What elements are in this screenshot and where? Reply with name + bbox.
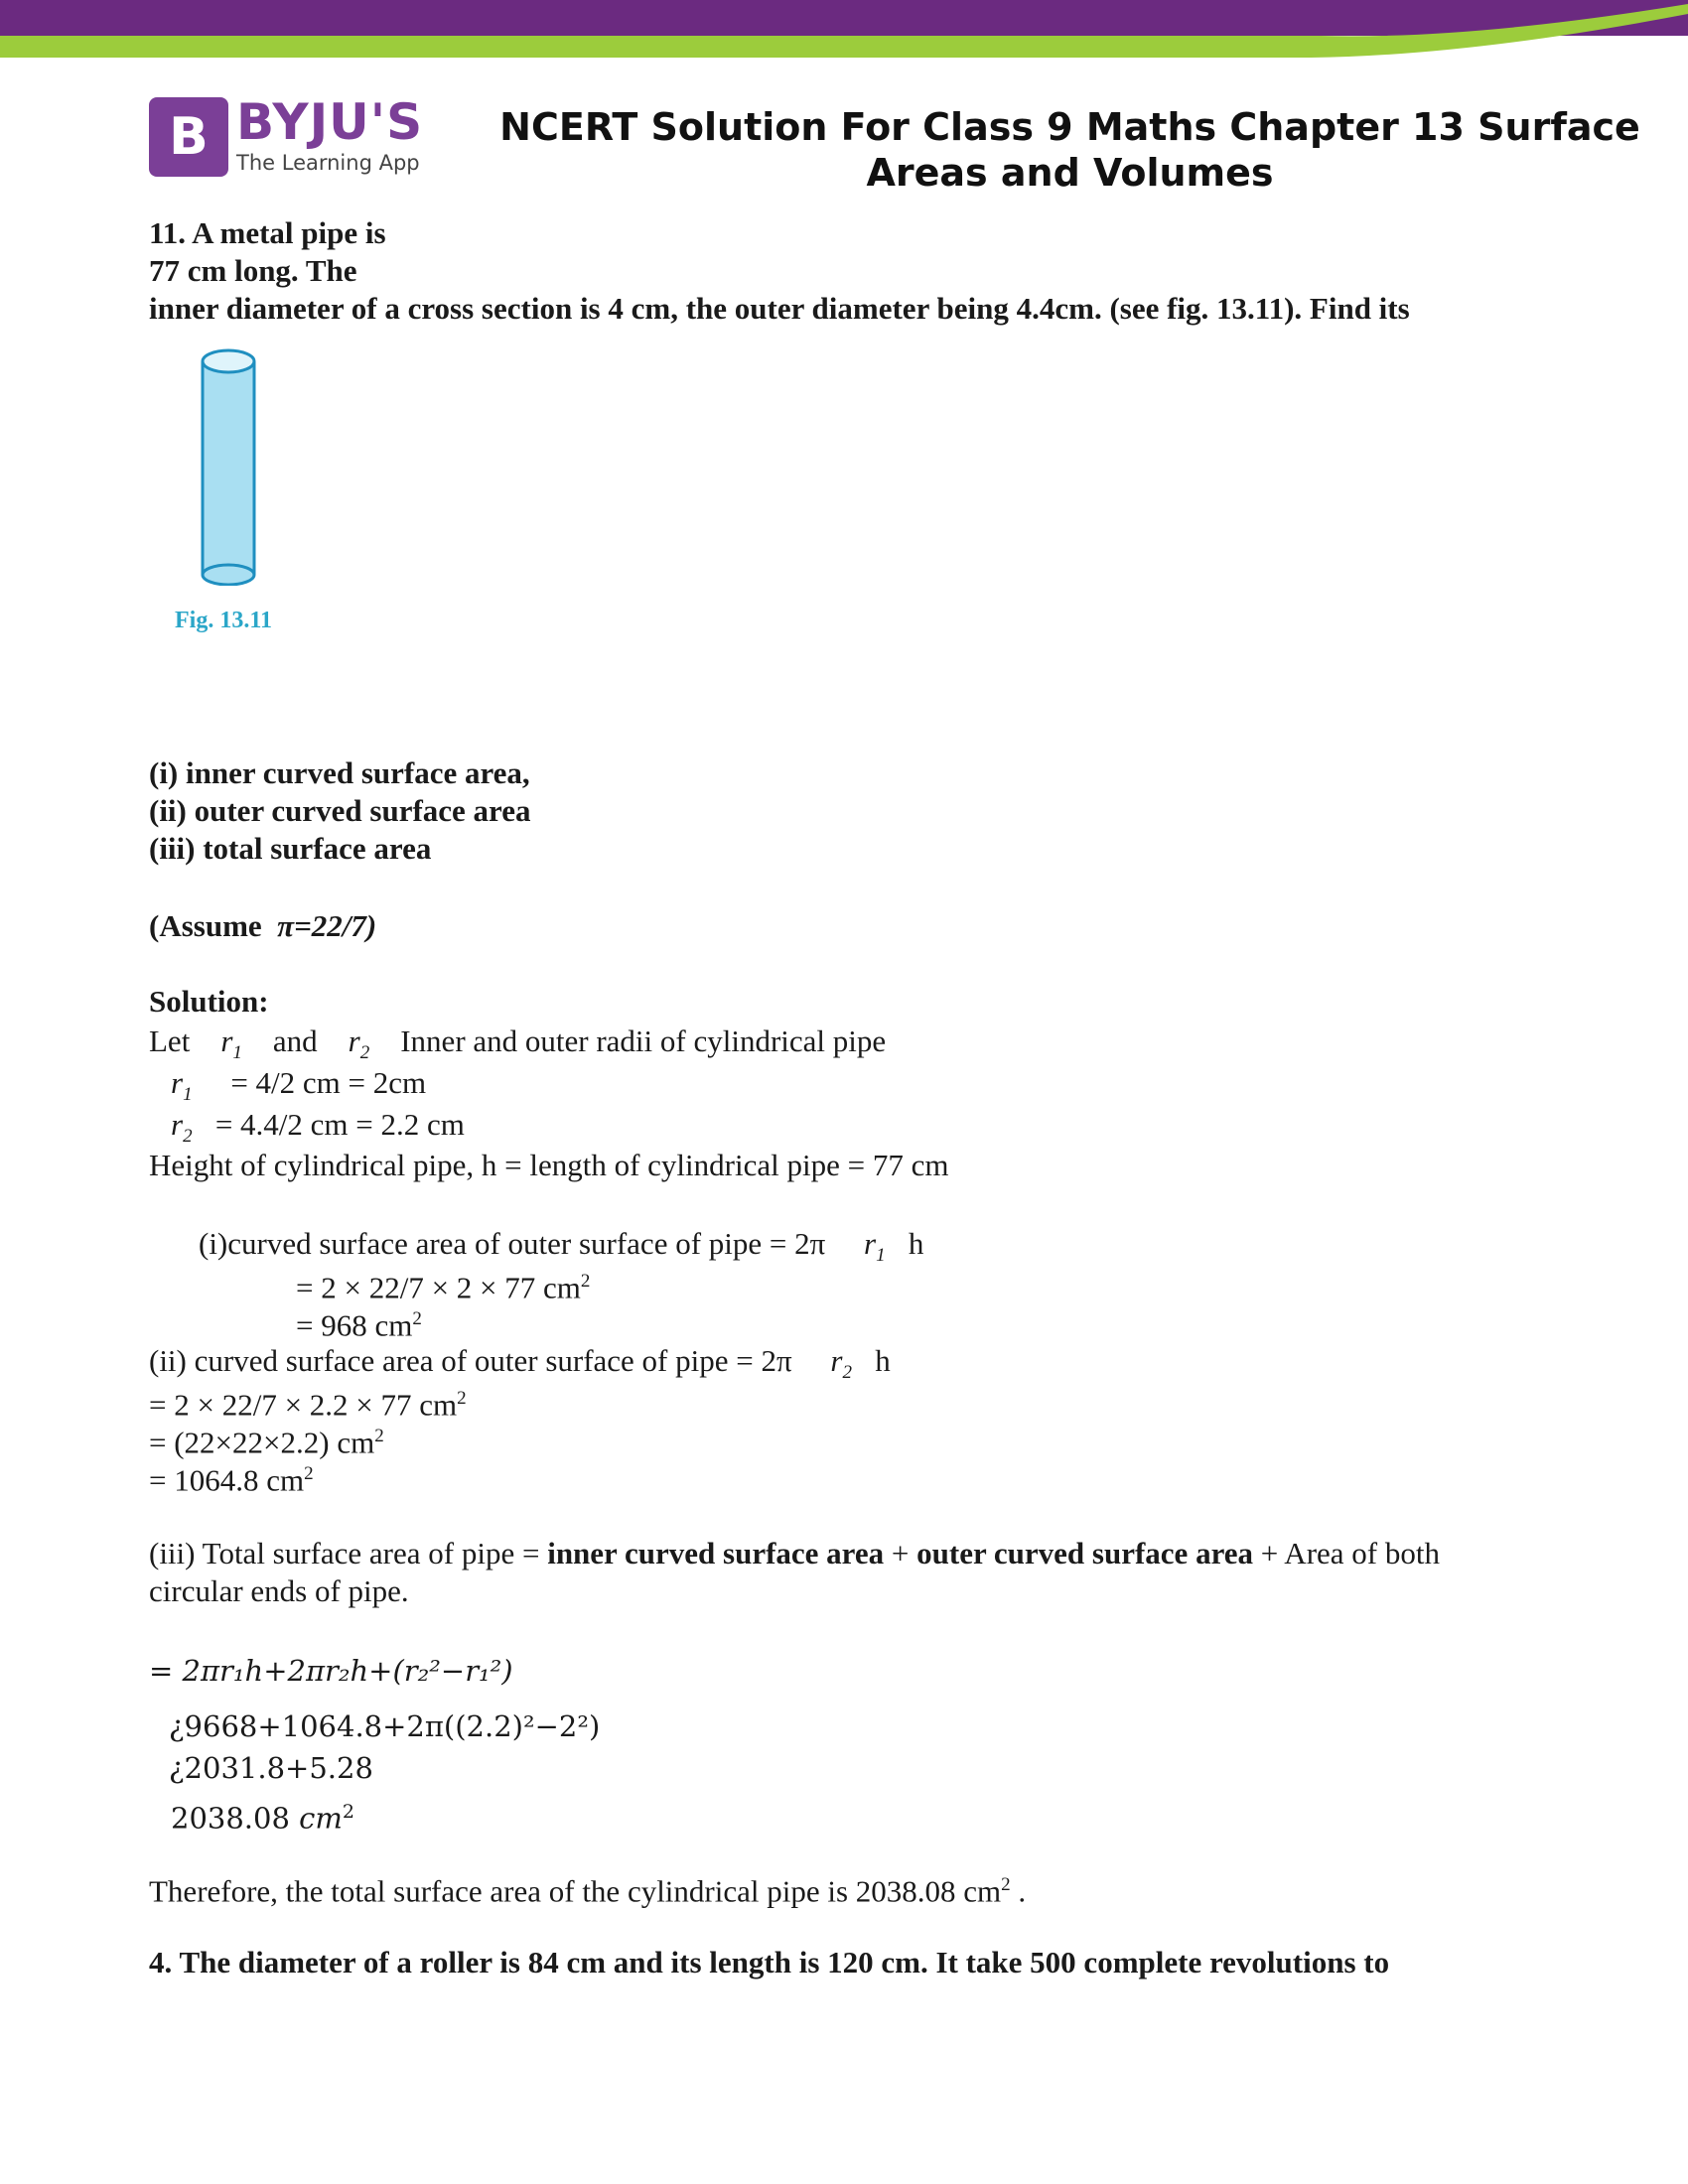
- page-title-line1: NCERT Solution For Class 9 Maths Chapter 13 Surface: [499, 105, 1640, 149]
- cylinder-bottom-ellipse: [203, 565, 254, 585]
- page-title: [467, 104, 1673, 196]
- csa-ii-h: h: [875, 1343, 891, 1378]
- let-description: Inner and outer radii of cylindrical pipe: [400, 1024, 887, 1058]
- csa-i-r1: $r_1$: [864, 1226, 886, 1267]
- logo-letter: B: [169, 107, 209, 167]
- band-purple: [0, 0, 1688, 36]
- conclusion: Therefore, the total surface area of the cylindrical pipe is 2038.08 $cm^2$ .: [149, 1873, 1027, 1909]
- r2-symbol: $r_2$: [348, 1024, 370, 1064]
- csa-ii-step2: = (22×22×2.2) $cm^2$: [149, 1425, 384, 1460]
- question-line1: 11. A metal pipe is: [149, 215, 386, 250]
- cylinder-body: [203, 361, 254, 575]
- logo-name: BYJU'S: [236, 93, 424, 151]
- equation-line2: ¿9668+1064.8+2π((2.2)²−2²): [169, 1709, 601, 1743]
- question-line2: 77 cm long. The: [149, 253, 357, 288]
- r2-label: $r_2$: [171, 1107, 193, 1148]
- logo-tagline: The Learning App: [236, 151, 420, 175]
- byjus-logo: [149, 93, 437, 179]
- equation-line3: ¿2031.8+5.28: [169, 1751, 373, 1785]
- cylinder-pipe-figure: [194, 347, 263, 586]
- let-word: Let: [149, 1024, 191, 1058]
- tsa-bold-inner: inner curved surface area: [547, 1536, 885, 1570]
- next-question: 4. The diameter of a roller is 84 cm and its length is 120 cm. It take 500 complete revolutions to: [149, 1945, 1390, 1979]
- r1-value: = 4/2 cm = 2cm: [230, 1065, 427, 1100]
- tsa-bold-outer: outer curved surface area: [916, 1536, 1254, 1570]
- question-part-iii: (iii) total surface area: [149, 831, 432, 866]
- csa-i-step2: = 968 $cm^2$: [296, 1307, 422, 1343]
- figure-caption: Fig. 13.11: [175, 608, 273, 633]
- assume-pi: π=22/7): [277, 908, 377, 943]
- top-decorative-band: [0, 0, 1688, 62]
- r1-label: $r_1$: [171, 1065, 193, 1106]
- csa-ii-step1: = 2 × 22/7 × 2.2 × 77 $cm^2$: [149, 1387, 467, 1423]
- csa-i-step1: = 2 × 22/7 × 2 × 77 $cm^2$: [296, 1270, 591, 1305]
- page-title-line2: Areas and Volumes: [866, 151, 1274, 195]
- and-word: and: [272, 1024, 318, 1058]
- r1-symbol: $r_1$: [220, 1024, 242, 1064]
- csa-ii-r2: $r_2$: [830, 1343, 852, 1384]
- csa-ii-step3: = 1064.8 $cm^2$: [149, 1462, 314, 1498]
- height-line: Height of cylindrical pipe, h = length of cylindrical pipe = 77 cm: [149, 1148, 949, 1182]
- equation-line4: 2038.08 $cm^2$: [171, 1801, 354, 1836]
- question-part-ii: (ii) outer curved surface area: [149, 793, 531, 828]
- question-part-i: (i) inner curved surface area,: [149, 755, 530, 790]
- csa-i-text: (i)curved surface area of outer surface of pipe = 2π: [199, 1226, 826, 1261]
- tsa-line2: circular ends of pipe.: [149, 1573, 409, 1608]
- equation-line1: = 2πr₁h+2πr₂h+(r₂²−r₁²): [149, 1654, 513, 1688]
- csa-i-h: h: [908, 1226, 924, 1261]
- assume-note: [149, 907, 376, 945]
- cylinder-top-ellipse: [203, 350, 254, 372]
- tsa-line1: (iii) Total surface area of pipe = inner curved surface area + outer curved surface area + Area of both: [149, 1536, 1440, 1570]
- question-line3: inner diameter of a cross section is 4 cm, the outer diameter being 4.4cm. (see fig. 13.11). Find its: [149, 291, 1410, 326]
- csa-ii-text: (ii) curved surface area of outer surface of pipe = 2π: [149, 1343, 792, 1378]
- assume-prefix: (Assume: [149, 908, 262, 943]
- solution-heading: Solution:: [149, 984, 269, 1019]
- r2-value: = 4.4/2 cm = 2.2 cm: [214, 1107, 465, 1142]
